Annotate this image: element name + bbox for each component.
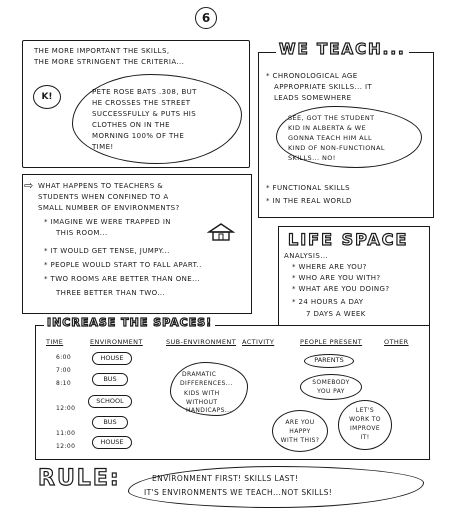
pete-rose-line-6: TIME!	[92, 143, 114, 151]
somebody-line-2: YOU PAY	[317, 388, 345, 395]
imagine-line-1: * IMAGINE WE WERE TRAPPED IN	[44, 218, 171, 226]
pete-rose-line-1: PETE ROSE BATS .308, BUT	[92, 88, 197, 96]
happy-line-1: ARE YOU	[285, 419, 315, 426]
rule-title: RULE:	[38, 466, 121, 491]
env-bus-2: BUS	[92, 416, 128, 429]
teachers-bullet-2: * PEOPLE WOULD START TO FALL APART..	[44, 261, 202, 269]
lets-line-3: IMPROVE	[349, 425, 381, 432]
header-people-present: PEOPLE PRESENT	[300, 338, 363, 346]
teachers-line-3: SMALL NUMBER OF ENVIRONMENTS?	[38, 204, 180, 212]
lets-line-4: IT!	[360, 434, 370, 441]
happy-line-3: WITH THIS?	[280, 437, 320, 444]
baseball-icon	[33, 85, 61, 109]
somebody-line-1: SOMEBODY	[312, 379, 350, 386]
rule-line-2: IT'S ENVIRONMENTS WE TEACH...NOT SKILLS!	[144, 488, 333, 497]
life-space-line-5: * 24 HOURS A DAY	[292, 298, 364, 306]
student-line-1: SEE, GOT THE STUDENT	[288, 114, 375, 122]
differences-line-2: DIFFERENCES...	[180, 380, 233, 387]
rule-line-1: ENVIRONMENT FIRST! SKILLS LAST!	[152, 474, 299, 483]
rule-cloud	[128, 466, 424, 508]
header-environment: ENVIRONMENT	[90, 338, 143, 346]
house-icon	[207, 222, 235, 246]
spaces-title: INCREASE THE SPACES!	[44, 316, 215, 329]
teachers-line-2: STUDENTS WHEN CONFINED TO A	[38, 193, 169, 201]
teachers-line-1: WHAT HAPPENS TO TEACHERS &	[38, 182, 164, 190]
student-line-2: KID IN ALBERTA & WE	[288, 124, 367, 132]
header-sub-environment: SUB-ENVIRONMENT	[166, 338, 237, 346]
arrow-icon: ⇨	[24, 179, 34, 192]
time-1: 6:00	[56, 354, 72, 361]
header-other: OTHER	[384, 338, 409, 346]
env-bus-1: BUS	[92, 373, 128, 386]
header-time: TIME	[46, 338, 64, 346]
life-space-line-2: * WHERE ARE YOU?	[292, 263, 367, 271]
time-5: 11:00	[56, 430, 76, 437]
we-teach-functional: * FUNCTIONAL SKILLS	[266, 184, 350, 192]
parents-bubble: PARENTS	[304, 354, 354, 368]
we-teach-line-2: APPROPRIATE SKILLS... IT	[274, 83, 373, 91]
env-school: SCHOOL	[88, 395, 132, 408]
time-6: 12:00	[56, 443, 76, 450]
life-space-line-4: * WHAT ARE YOU DOING?	[292, 285, 390, 293]
teachers-bullet-1: * IT WOULD GET TENSE, JUMPY...	[44, 247, 170, 255]
student-line-3: GONNA TEACH HIM ALL	[288, 134, 373, 142]
importance-line-2: THE MORE STRINGENT THE CRITERIA...	[34, 58, 185, 66]
happy-line-2: HAPPY	[289, 428, 311, 435]
lets-line-2: WORK TO	[349, 416, 381, 423]
teachers-bullet-4: THREE BETTER THAN TWO...	[56, 289, 166, 297]
life-space-line-6: 7 DAYS A WEEK	[306, 310, 366, 318]
imagine-line-2: THIS ROOM...	[56, 229, 108, 237]
life-space-title: LIFE SPACE	[288, 230, 409, 249]
env-house-1: HOUSE	[92, 352, 132, 365]
time-4: 12:00	[56, 405, 76, 412]
student-line-4: KIND OF NON-FUNCTIONAL	[288, 144, 385, 152]
teachers-bullet-3: * TWO ROOMS ARE BETTER THAN ONE...	[44, 275, 200, 283]
we-teach-title: WE TEACH...	[276, 40, 409, 58]
life-space-line-1: ANALYSIS...	[284, 252, 329, 260]
life-space-line-3: * WHO ARE YOU WITH?	[292, 274, 381, 282]
lets-line-1: LET'S	[355, 407, 375, 414]
env-house-2: HOUSE	[92, 436, 132, 449]
pete-rose-line-4: CLOTHES ON IN THE	[92, 121, 170, 129]
differences-line-1: DRAMATIC	[182, 371, 217, 378]
student-line-5: SKILLS... NO!	[288, 154, 336, 162]
differences-line-5: HANDICAPS...	[186, 407, 232, 414]
we-teach-real-world: * IN THE REAL WORLD	[266, 197, 352, 205]
differences-line-4: WITHOUT	[186, 399, 218, 406]
baseball-icon-label: K!	[41, 92, 53, 102]
we-teach-line-1: * CHRONOLOGICAL AGE	[266, 72, 358, 80]
page-number: 6	[195, 7, 217, 29]
importance-line-1: THE MORE IMPORTANT THE SKILLS,	[34, 47, 170, 55]
time-2: 7:00	[56, 367, 72, 374]
we-teach-line-3: LEADS SOMEWHERE	[274, 94, 352, 102]
pete-rose-line-3: SUCCESSFULLY & PUTS HIS	[92, 110, 197, 118]
header-activity: ACTIVITY	[242, 338, 275, 346]
pete-rose-line-2: HE CROSSES THE STREET	[92, 99, 191, 107]
differences-line-3: KIDS WITH	[184, 390, 220, 397]
pete-rose-line-5: MORNING 100% OF THE	[92, 132, 185, 140]
time-3: 8:10	[56, 380, 72, 387]
